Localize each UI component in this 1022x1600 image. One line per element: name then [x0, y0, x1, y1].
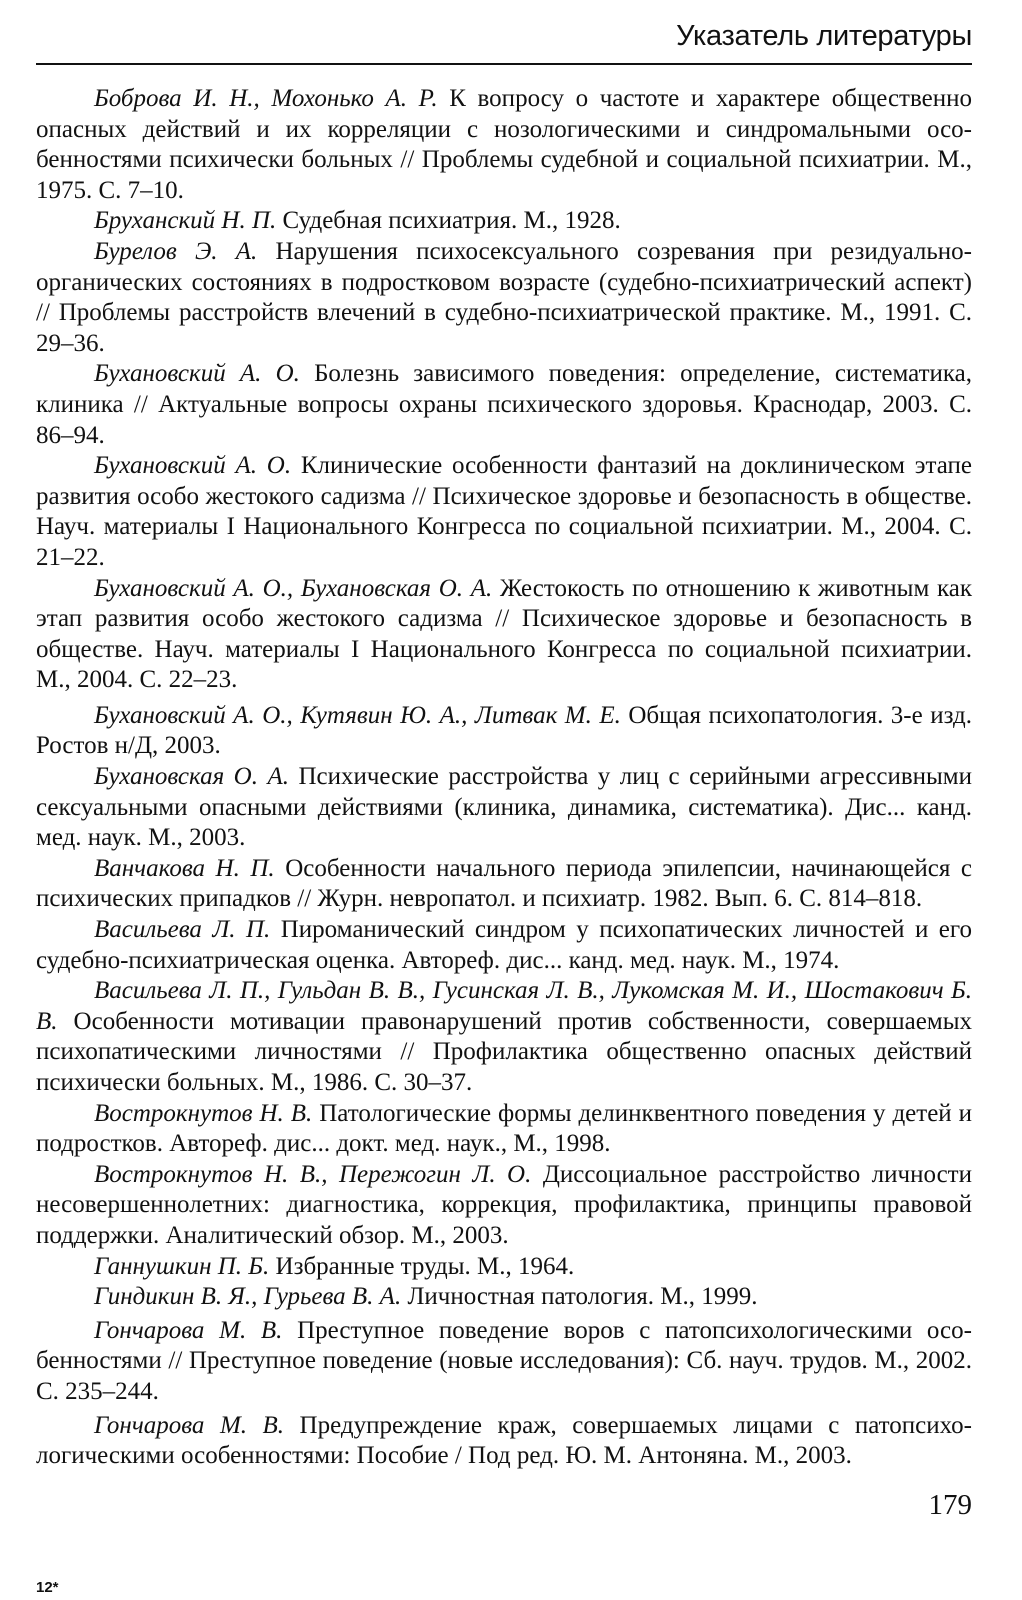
reference-entry [36, 854, 972, 915]
reference-author: Гончарова М. В. [94, 1316, 283, 1344]
reference-author: Ганнушкин П. Б. [94, 1252, 270, 1280]
header-rule [36, 63, 972, 65]
reference-text: Избранные труды. М., 1964. [269, 1252, 575, 1280]
reference-author: Гиндикин В. Я., Гурьева В. А. [94, 1283, 402, 1311]
reference-entry [36, 84, 972, 206]
reference-text: Общая психопатология. 3-е изд. Ростов н/Д, 2003. [36, 701, 972, 760]
reference-list [36, 84, 972, 1472]
reference-author: Вострокнутов Н. В. [94, 1099, 313, 1127]
reference-text: Диссоциальное расстройство личности несовершеннолетних: диагностика, коррекция, профилактика, принципы правовой поддержки. Аналитический обзор. М., 2003. [36, 1160, 972, 1249]
reference-text: Преступное поведение воров с патопсихологическими особенностями // Преступное поведение (новые исследования): Сб. науч. трудов. М., 2002. С. 235–244. [36, 1316, 972, 1405]
running-header: Указатель литературы [676, 20, 972, 52]
reference-text: Предупреждение краж, совершаемых лицами с патопсихологическими особенностями: Пособие / Под ред. Ю. М. Антоняна. М., 2003. [36, 1411, 972, 1470]
reference-entry [36, 1252, 972, 1283]
reference-text: Личностная патология. М., 1999. [401, 1283, 758, 1311]
reference-author: Ванчакова Н. П. [94, 854, 275, 882]
reference-author: Васильева Л. П., Гульдан В. В., Гусинская Л. В., Лукомская М. И., Шостакович Б. В. [36, 977, 972, 1035]
reference-author: Вострокнутов Н. В., Пережогин Л. О. [94, 1160, 532, 1188]
reference-entry [36, 574, 972, 696]
reference-text: Патологические формы делинквентного поведения у детей и подростков. Автореф. дис... докт. мед. наук., М., 1998. [36, 1099, 972, 1158]
reference-author: Бухановский А. О. [94, 452, 292, 480]
reference-author: Бруханский Н. П. [94, 207, 277, 235]
reference-entry [36, 1282, 972, 1313]
reference-entry [36, 1411, 972, 1472]
reference-text: Нарушения психосексуального созревания при резидуально-органических состояниях в подростковом возрасте (судебно-психиатрический аспект) // Проблемы расстройств влечений в судебно-психиатрической практике. М., 1991. С. 29–36. [36, 237, 972, 357]
reference-author: Боброва И. Н., Мохонько А. Р. [94, 85, 438, 112]
reference-author: Гончарова М. В. [94, 1411, 285, 1439]
reference-text: Психические расстройства у лиц с серийными агрессивными сексуальными опасными действиями (клиника, динамика, систематика). Дис... канд. мед. наук. М., 2003. [36, 763, 972, 852]
page-number: 179 [928, 1489, 972, 1521]
reference-entry [36, 359, 972, 451]
reference-author: Бухановский А. О. [94, 360, 300, 388]
reference-author: Васильева Л. П. [94, 916, 271, 944]
reference-entry [36, 762, 972, 854]
reference-text: Судебная психиатрия. М., 1928. [276, 207, 621, 235]
reference-entry [36, 701, 972, 762]
reference-text: К вопросу о частоте и характере общественно опасных действий и их корреляции с нозологическими и синдромальными особенностями психически больных // Проблемы судебной и социальной психиатрии. М., 1975. С. 7–10. [36, 85, 972, 204]
reference-entry [36, 451, 972, 573]
reference-entry [36, 206, 972, 237]
reference-text: Пироманический синдром у психопатических личностей и его судебно-психиатрическая оценка. Автореф. дис... канд. мед. наук. М., 1974. [36, 916, 972, 974]
reference-author: Бухановский А. О., Бухановская О. А. [94, 574, 493, 602]
reference-text: Жестокость по отношению к животным как этап развития особо жестокого садизма // Психическое здоровье и безопасность в обществе. Науч. материалы I Национального Конгресса по социальной психиатрии. М., 2004. С. 22–23. [36, 574, 972, 694]
reference-entry [36, 1316, 972, 1408]
reference-text: Особенности мотивации правонарушений против собственности, совершаемых психопатическими личностями // Профилактика общественно опасных действий психически больных. М., 1986. С. 30–37. [36, 1007, 972, 1096]
reference-entry [36, 1160, 972, 1252]
signature-mark: 12* [36, 1579, 59, 1596]
reference-text: Болезнь зависимого поведения: определение, систематика, клиника // Актуальные вопросы охраны психического здоровья. Краснодар, 2003. С. 86–94. [36, 360, 973, 449]
reference-author: Бухановская О. А. [94, 763, 289, 791]
reference-entry [36, 237, 972, 359]
reference-entry [36, 915, 972, 976]
reference-author: Бухановский А. О., Кутявин Ю. А., Литвак М. Е. [94, 701, 621, 729]
reference-text: Клинические особенности фантазий на доклиническом этапе развития особо жестокого садизма // Психическое здоровье и безопасность в обществе. Науч. материалы I Национального Конгресса по социальной психиатрии. М., 2004. С. 21–22. [36, 452, 972, 571]
reference-entry [36, 976, 972, 1098]
reference-author: Бурелов Э. А. [94, 237, 258, 265]
reference-entry [36, 1099, 972, 1160]
reference-text: Особенности начального периода эпилепсии, начинающейся с психических припадков // Журн. невропатол. и психиатр. 1982. Вып. 6. С. 814–818. [36, 854, 972, 913]
